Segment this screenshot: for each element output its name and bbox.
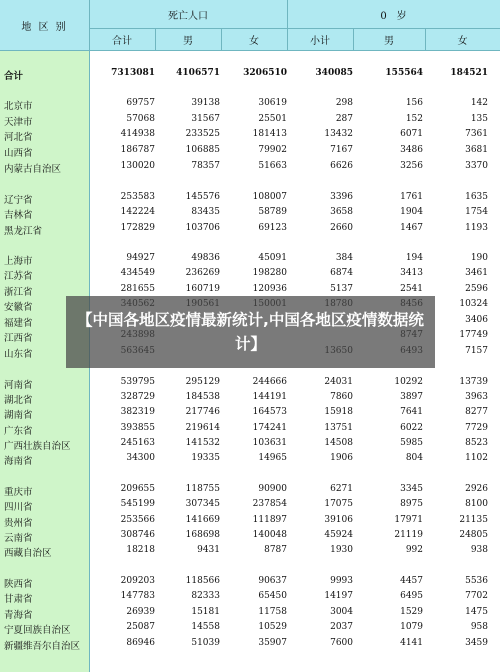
table-cell: 35907 bbox=[258, 638, 287, 648]
region-name: 贵州省 bbox=[4, 518, 33, 529]
table-cell: 8975 bbox=[400, 499, 423, 509]
table-cell: 181413 bbox=[252, 129, 287, 139]
table-cell: 147783 bbox=[120, 591, 155, 601]
table-cell: 4141 bbox=[400, 638, 423, 648]
table-cell: 9431 bbox=[197, 545, 220, 555]
table-cell: 65450 bbox=[258, 591, 287, 601]
table-cell: 186787 bbox=[120, 145, 155, 155]
table-cell: 10324 bbox=[459, 299, 488, 309]
table-cell: 51039 bbox=[191, 638, 220, 648]
table-cell: 2660 bbox=[330, 223, 353, 233]
table-cell: 8787 bbox=[264, 545, 287, 555]
region-name: 广东省 bbox=[4, 426, 33, 437]
table-cell: 7157 bbox=[465, 346, 488, 356]
region-name: 湖北省 bbox=[4, 395, 33, 406]
table-cell: 7361 bbox=[465, 129, 488, 139]
table-cell: 39138 bbox=[191, 98, 220, 108]
table-cell: 8523 bbox=[465, 438, 488, 448]
table-cell: 156 bbox=[405, 98, 423, 108]
table-cell: 160719 bbox=[185, 284, 220, 294]
table-cell: 11758 bbox=[258, 607, 287, 617]
region-name: 安徽省 bbox=[4, 302, 33, 313]
age-zero-group-header: 0 岁 bbox=[380, 10, 407, 22]
table-cell: 6626 bbox=[330, 161, 353, 171]
table-cell: 118566 bbox=[185, 576, 220, 586]
table-cell: 340085 bbox=[315, 68, 353, 78]
table-cell: 13432 bbox=[324, 129, 353, 139]
table-cell: 141669 bbox=[185, 515, 220, 525]
table-cell: 49836 bbox=[191, 253, 220, 263]
region-name: 西藏自治区 bbox=[4, 548, 52, 559]
table-cell: 244666 bbox=[252, 377, 287, 387]
region-name: 江西省 bbox=[4, 333, 33, 344]
table-cell: 17075 bbox=[324, 499, 353, 509]
column-header-total: 合计 bbox=[112, 35, 132, 47]
grid-line bbox=[155, 28, 156, 50]
table-cell: 172829 bbox=[120, 223, 155, 233]
table-cell: 15181 bbox=[191, 607, 220, 617]
table-cell: 236269 bbox=[185, 268, 220, 278]
region-name: 甘肃省 bbox=[4, 594, 33, 605]
table-cell: 804 bbox=[405, 453, 423, 463]
region-name: 江苏省 bbox=[4, 271, 33, 282]
table-cell: 6022 bbox=[400, 423, 423, 433]
title-banner bbox=[66, 296, 435, 368]
region-name: 天津市 bbox=[4, 117, 33, 128]
table-cell: 15918 bbox=[324, 407, 353, 417]
table-cell: 7729 bbox=[465, 423, 488, 433]
region-name: 重庆市 bbox=[4, 487, 33, 498]
table-cell: 1193 bbox=[465, 223, 488, 233]
grid-line bbox=[221, 28, 222, 50]
table-cell: 2926 bbox=[465, 484, 488, 494]
table-cell: 194 bbox=[405, 253, 423, 263]
region-header: 地 区 别 bbox=[21, 21, 68, 33]
table-cell: 3486 bbox=[400, 145, 423, 155]
table-cell: 144191 bbox=[252, 392, 287, 402]
table-cell: 24031 bbox=[324, 377, 353, 387]
region-name: 海南省 bbox=[4, 456, 33, 467]
grid-line bbox=[0, 50, 500, 51]
table-cell: 21119 bbox=[394, 530, 423, 540]
table-cell: 3459 bbox=[465, 638, 488, 648]
table-cell: 108007 bbox=[252, 192, 287, 202]
table-cell: 10529 bbox=[258, 622, 287, 632]
table-cell: 39106 bbox=[324, 515, 353, 525]
table-cell: 1754 bbox=[465, 207, 488, 217]
table-cell: 2037 bbox=[330, 622, 353, 632]
column-header-female: 女 bbox=[249, 35, 259, 47]
table-cell: 45091 bbox=[258, 253, 287, 263]
table-cell: 1467 bbox=[400, 223, 423, 233]
region-name: 广西壮族自治区 bbox=[4, 441, 71, 452]
death-population-group-header: 死亡人口 bbox=[168, 10, 208, 22]
table-cell: 145576 bbox=[185, 192, 220, 202]
table-cell: 90900 bbox=[258, 484, 287, 494]
table-cell: 21135 bbox=[459, 515, 488, 525]
region-name: 宁夏回族自治区 bbox=[4, 625, 71, 636]
table-cell: 3256 bbox=[400, 161, 423, 171]
grid-line bbox=[287, 0, 288, 50]
table-cell: 3406 bbox=[465, 315, 488, 325]
table-cell: 7600 bbox=[330, 638, 353, 648]
grid-line bbox=[353, 28, 354, 50]
table-cell: 24805 bbox=[459, 530, 488, 540]
table-cell: 8100 bbox=[465, 499, 488, 509]
table-cell: 14558 bbox=[191, 622, 220, 632]
table-cell: 3897 bbox=[400, 392, 423, 402]
total-row-label: 合计 bbox=[4, 71, 24, 82]
table-cell: 1102 bbox=[465, 453, 488, 463]
column-header-age0-female: 女 bbox=[457, 35, 468, 47]
table-cell: 1904 bbox=[400, 207, 423, 217]
table-cell: 958 bbox=[470, 622, 488, 632]
table-cell: 217746 bbox=[185, 407, 220, 417]
table-cell: 69757 bbox=[126, 98, 155, 108]
table-cell: 103631 bbox=[252, 438, 287, 448]
table-cell: 414938 bbox=[120, 129, 155, 139]
table-cell: 17971 bbox=[394, 515, 423, 525]
table-cell: 168698 bbox=[185, 530, 220, 540]
table-cell: 3345 bbox=[400, 484, 423, 494]
table-cell: 209203 bbox=[120, 576, 155, 586]
table-cell: 34300 bbox=[126, 453, 155, 463]
region-name: 陕西省 bbox=[4, 579, 33, 590]
table-cell: 18218 bbox=[126, 545, 155, 555]
region-name: 青海省 bbox=[4, 610, 33, 621]
region-name: 内蒙古自治区 bbox=[4, 164, 62, 175]
table-cell: 7702 bbox=[465, 591, 488, 601]
table-cell: 295129 bbox=[185, 377, 220, 387]
table-cell: 384 bbox=[335, 253, 353, 263]
table-cell: 3004 bbox=[330, 607, 353, 617]
table-cell: 233525 bbox=[185, 129, 220, 139]
table-cell: 237854 bbox=[252, 499, 287, 509]
grid-line bbox=[89, 28, 500, 29]
table-cell: 287 bbox=[335, 114, 353, 124]
table-cell: 4106571 bbox=[176, 68, 220, 78]
table-cell: 79902 bbox=[258, 145, 287, 155]
table-cell: 184521 bbox=[450, 68, 488, 78]
table-cell: 6071 bbox=[400, 129, 423, 139]
table-cell: 1079 bbox=[400, 622, 423, 632]
region-name: 山东省 bbox=[4, 349, 33, 360]
region-name: 山西省 bbox=[4, 148, 33, 159]
table-cell: 103706 bbox=[185, 223, 220, 233]
column-header-subtotal: 小计 bbox=[310, 35, 330, 47]
table-cell: 190 bbox=[470, 253, 488, 263]
table-cell: 10292 bbox=[394, 377, 423, 387]
table-cell: 3963 bbox=[465, 392, 488, 402]
table-cell: 83435 bbox=[191, 207, 220, 217]
table-cell: 3461 bbox=[465, 268, 488, 278]
table-cell: 3681 bbox=[465, 145, 488, 155]
table-cell: 545199 bbox=[120, 499, 155, 509]
table-cell: 120936 bbox=[252, 284, 287, 294]
table-cell: 298 bbox=[335, 98, 353, 108]
table-cell: 209655 bbox=[120, 484, 155, 494]
table-cell: 539795 bbox=[120, 377, 155, 387]
grid-line bbox=[425, 28, 426, 50]
table-cell: 328729 bbox=[120, 392, 155, 402]
table-cell: 3370 bbox=[465, 161, 488, 171]
table-cell: 3396 bbox=[330, 192, 353, 202]
table-cell: 174241 bbox=[252, 423, 287, 433]
table-cell: 1475 bbox=[465, 607, 488, 617]
table-cell: 382319 bbox=[120, 407, 155, 417]
table-cell: 5985 bbox=[400, 438, 423, 448]
table-cell: 140048 bbox=[252, 530, 287, 540]
region-name: 黑龙江省 bbox=[4, 226, 43, 237]
region-name: 河南省 bbox=[4, 380, 33, 391]
table-cell: 1930 bbox=[330, 545, 353, 555]
table-cell: 6874 bbox=[330, 268, 353, 278]
table-cell: 1906 bbox=[330, 453, 353, 463]
region-name: 吉林省 bbox=[4, 210, 33, 221]
table-cell: 78357 bbox=[191, 161, 220, 171]
table-cell: 86946 bbox=[126, 638, 155, 648]
table-cell: 308746 bbox=[120, 530, 155, 540]
table-cell: 4457 bbox=[400, 576, 423, 586]
table-cell: 141532 bbox=[185, 438, 220, 448]
table-cell: 58789 bbox=[258, 207, 287, 217]
region-name: 河北省 bbox=[4, 132, 33, 143]
table-cell: 14197 bbox=[324, 591, 353, 601]
region-name: 浙江省 bbox=[4, 287, 33, 298]
table-cell: 90637 bbox=[258, 576, 287, 586]
table-cell: 219614 bbox=[185, 423, 220, 433]
table-cell: 307345 bbox=[185, 499, 220, 509]
table-cell: 281655 bbox=[120, 284, 155, 294]
table-cell: 992 bbox=[405, 545, 423, 555]
table-cell: 14508 bbox=[324, 438, 353, 448]
table-cell: 45924 bbox=[324, 530, 353, 540]
region-name: 北京市 bbox=[4, 101, 33, 112]
column-header-male: 男 bbox=[183, 35, 193, 47]
table-cell: 142 bbox=[470, 98, 488, 108]
table-cell: 111897 bbox=[252, 515, 287, 525]
table-cell: 69123 bbox=[258, 223, 287, 233]
table-cell: 7167 bbox=[330, 145, 353, 155]
table-cell: 198280 bbox=[252, 268, 287, 278]
table-cell: 245163 bbox=[120, 438, 155, 448]
table-cell: 51663 bbox=[258, 161, 287, 171]
table-cell: 130020 bbox=[120, 161, 155, 171]
table-cell: 17749 bbox=[459, 330, 488, 340]
table-cell: 26939 bbox=[126, 607, 155, 617]
table-cell: 7313081 bbox=[111, 68, 155, 78]
table-cell: 106885 bbox=[185, 145, 220, 155]
table-cell: 6495 bbox=[400, 591, 423, 601]
table-cell: 3413 bbox=[400, 268, 423, 278]
table-cell: 1761 bbox=[400, 192, 423, 202]
table-cell: 3206510 bbox=[243, 68, 287, 78]
table-cell: 7641 bbox=[400, 407, 423, 417]
table-cell: 164573 bbox=[252, 407, 287, 417]
table-cell: 9993 bbox=[330, 576, 353, 586]
table-cell: 31567 bbox=[191, 114, 220, 124]
table-cell: 57068 bbox=[126, 114, 155, 124]
table-cell: 25087 bbox=[126, 622, 155, 632]
table-cell: 19335 bbox=[191, 453, 220, 463]
table-cell: 5536 bbox=[465, 576, 488, 586]
table-cell: 82333 bbox=[191, 591, 220, 601]
region-name: 湖南省 bbox=[4, 410, 33, 421]
region-name: 福建省 bbox=[4, 318, 33, 329]
table-cell: 7860 bbox=[330, 392, 353, 402]
region-name: 上海市 bbox=[4, 256, 33, 267]
table-cell: 184538 bbox=[185, 392, 220, 402]
table-cell: 938 bbox=[470, 545, 488, 555]
table-cell: 434549 bbox=[120, 268, 155, 278]
table-cell: 2541 bbox=[400, 284, 423, 294]
table-cell: 2596 bbox=[465, 284, 488, 294]
region-name: 云南省 bbox=[4, 533, 33, 544]
table-cell: 142224 bbox=[120, 207, 155, 217]
table-cell: 135 bbox=[470, 114, 488, 124]
table-cell: 30619 bbox=[258, 98, 287, 108]
table-cell: 253566 bbox=[120, 515, 155, 525]
table-cell: 1529 bbox=[400, 607, 423, 617]
table-cell: 152 bbox=[405, 114, 423, 124]
grid-line bbox=[89, 0, 90, 50]
table-cell: 14965 bbox=[258, 453, 287, 463]
table-cell: 118755 bbox=[185, 484, 220, 494]
table-cell: 13739 bbox=[459, 377, 488, 387]
table-cell: 13751 bbox=[324, 423, 353, 433]
region-name: 新疆维吾尔自治区 bbox=[4, 641, 81, 652]
table-cell: 3658 bbox=[330, 207, 353, 217]
table-cell: 25501 bbox=[258, 114, 287, 124]
table-cell: 5137 bbox=[330, 284, 353, 294]
table-cell: 253583 bbox=[120, 192, 155, 202]
region-name: 辽宁省 bbox=[4, 195, 33, 206]
column-header-age0-male: 男 bbox=[384, 35, 394, 47]
table-cell: 1635 bbox=[465, 192, 488, 202]
table-cell: 393855 bbox=[120, 423, 155, 433]
table-cell: 94927 bbox=[126, 253, 155, 263]
banner-title: 【中国各地区疫情最新统计,中国各地区疫情数据统计】 bbox=[77, 311, 424, 353]
table-cell: 6271 bbox=[330, 484, 353, 494]
region-name: 四川省 bbox=[4, 502, 33, 513]
table-cell: 155564 bbox=[385, 68, 423, 78]
table-cell: 8277 bbox=[465, 407, 488, 417]
